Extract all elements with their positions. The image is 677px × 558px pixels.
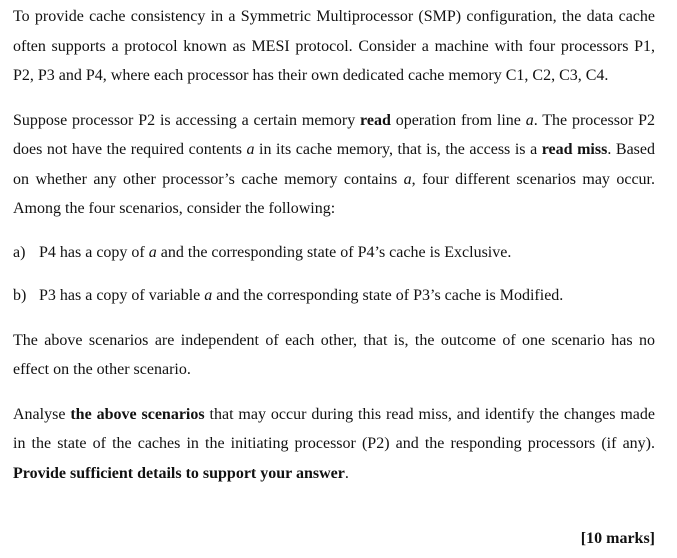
read-emphasis: read xyxy=(360,111,391,129)
independence-paragraph: The above scenarios are independent of each other, that is, the outcome of one scenario has no effect on the other scenario. xyxy=(13,331,655,378)
scenario-text-5: . Based on whether any other processor’s cache memory contains xyxy=(13,141,656,188)
item-text-pre: P4 has a copy of xyxy=(39,243,149,261)
variable-a: a xyxy=(246,141,255,158)
scenario-paragraph xyxy=(13,106,655,224)
item-label: a) xyxy=(13,243,26,261)
scenario-text-3: . The processor P2 does not have the required contents xyxy=(13,111,656,158)
task-text-3: . xyxy=(344,464,349,482)
scenarios-emphasis: the above scenarios xyxy=(70,405,205,423)
variable-a: a xyxy=(403,170,412,188)
scenario-text-6: , four different scenarios may occur. Among the four scenarios, consider the following: xyxy=(13,170,655,217)
scenario-text-2: operation from line xyxy=(390,111,526,129)
scenario-item-a xyxy=(13,238,655,268)
scenario-item-b xyxy=(13,281,655,311)
intro-paragraph: To provide cache consistency in a Symmetric Multiprocessor (SMP) configuration, the data cache often supports a protocol known as MESI protocol. Consider a machine with four processors P1, P2, P3 and P4, where each processor has their own dedicated cache memory C1, C2, C3, C4. xyxy=(13,8,655,84)
read-miss-emphasis: read miss xyxy=(541,141,608,158)
details-emphasis: Provide sufficient details to support your answer xyxy=(13,464,345,482)
variable-a: a xyxy=(525,111,534,129)
variable-a: a xyxy=(148,243,157,261)
item-text-post: and the corresponding state of P4’s cache is Exclusive. xyxy=(156,243,512,261)
task-paragraph xyxy=(13,400,655,489)
item-text-pre: P3 has a copy of variable xyxy=(39,287,205,304)
task-text-1: Analyse xyxy=(13,405,71,423)
item-text xyxy=(39,281,563,311)
variable-a: a xyxy=(204,287,213,304)
scenario-text-4: in its cache memory, that is, the access is a xyxy=(254,141,542,158)
marks-label: [10 marks] xyxy=(580,530,655,547)
item-label: b) xyxy=(13,287,27,304)
item-text-post: and the corresponding state of P3’s cache is Modified. xyxy=(212,287,564,304)
item-text xyxy=(39,238,511,268)
task-text-2: that may occur during this read miss, and identify the changes made in the state of the caches in the initiating processor (P2) and the responding processors (if any). xyxy=(13,405,655,452)
scenario-text-1: Suppose processor P2 is accessing a certain memory xyxy=(13,111,361,129)
